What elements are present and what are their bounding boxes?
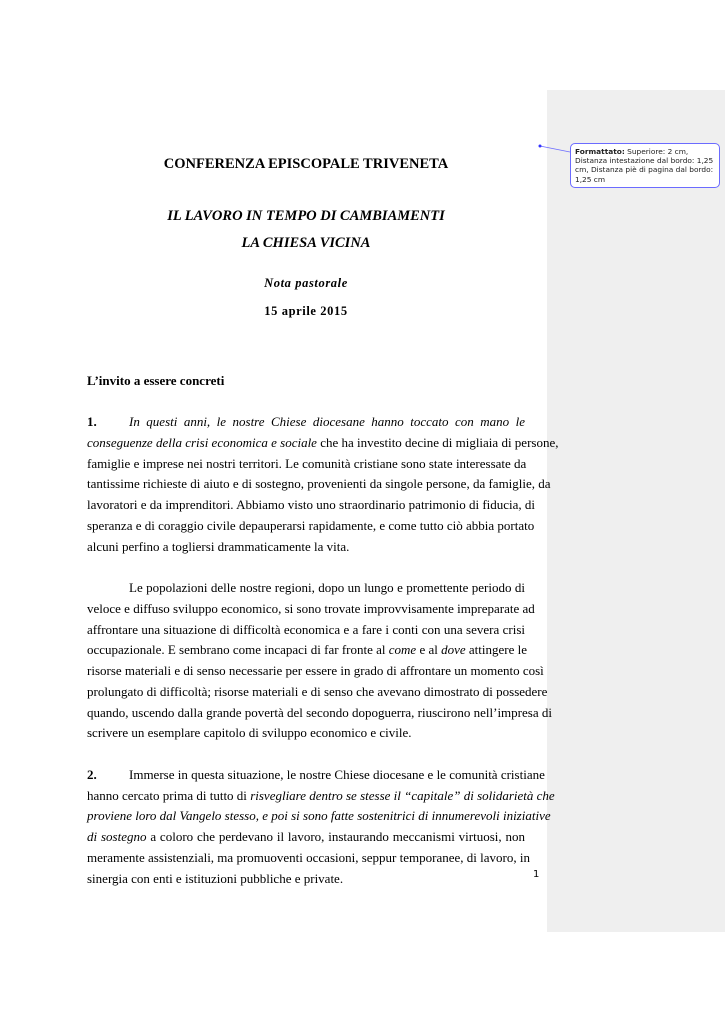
paragraph	[87, 412, 559, 557]
text-line	[87, 765, 545, 786]
format-comment-balloon[interactable]	[570, 143, 720, 188]
italic-text: risvegliare dentro se stesse il “capitale” di solidarietà che	[250, 787, 555, 803]
text-run: hanno cercato prima di tutto di	[87, 787, 251, 803]
paragraph	[87, 578, 552, 744]
text-line	[87, 433, 559, 454]
text-run: e al	[416, 642, 442, 658]
text-line	[87, 723, 525, 744]
italic-text: In questi anni, le nostre Chiese diocesane hanno toccato con mano le	[129, 414, 525, 429]
text-run: prolungato di difficoltà; risorse materiali e di senso che avevano dimostrato di possedere	[87, 683, 548, 699]
text-line	[87, 620, 525, 641]
text-run: lavoratori e da imprenditori. Abbiamo visto uno straordinario patrimonio di fiducia, di	[87, 497, 536, 512]
text-line	[87, 827, 525, 848]
text-run: che ha investito decine di migliaia di persone,	[316, 434, 559, 450]
paragraph	[87, 765, 555, 890]
text-line	[87, 454, 525, 475]
text-run: sinergia con enti e istituzioni pubbliche e private.	[87, 870, 344, 886]
text-line	[87, 806, 551, 827]
document-subtitle: Nota pastorale	[264, 276, 348, 290]
text-line	[87, 682, 548, 703]
text-run: meramente assistenziali, ma promuoventi occasioni, seppur temporanee, di lavoro, in	[87, 849, 530, 865]
italic-text: di sostegno	[87, 829, 147, 844]
text-run: a coloro che perdevano il lavoro, instaurando meccanismi virtuosi, non	[146, 829, 525, 844]
comment-margin-pane	[547, 90, 725, 932]
italic-text: proviene loro dal Vangelo stesso, e poi si sono fatte sostenitrici di innumerevoli iniziative	[87, 808, 551, 824]
italic-text: dove	[441, 642, 466, 658]
text-line	[87, 412, 525, 433]
text-line	[87, 640, 525, 661]
text-run: tantissime richieste di aiuto e di sostegno, provenienti da singole persone, da famiglie, da	[87, 476, 551, 492]
text-line	[87, 848, 530, 869]
text-run: occupazionale. E sembrano come incapaci di far fronte al	[87, 642, 389, 658]
document-body	[87, 412, 559, 910]
text-line	[87, 703, 552, 724]
text-run: famiglie e imprese nei nostri territori. Le comunità cristiane sono state interessate da	[87, 455, 527, 471]
text-run: attingere le	[465, 642, 527, 658]
paragraph-number: 1.	[87, 414, 97, 429]
paragraph-number: 2.	[87, 766, 97, 782]
italic-text: come	[388, 642, 417, 658]
text-run: speranza e di coraggio civile depauperarsi rapidamente, e come tutto ciò abbia portato	[87, 517, 535, 533]
text-line	[87, 599, 535, 620]
document-date: 15 aprile 2015	[264, 304, 348, 318]
text-run: scrivere un esemplare capitolo di sviluppo economico e civile.	[87, 725, 412, 741]
text-run: Le popolazioni delle nostre regioni, dopo un lungo e promettente periodo di	[129, 580, 525, 595]
document-title-line2: LA CHIESA VICINA	[241, 235, 371, 251]
text-run: Immerse in questa situazione, le nostre Chiese diocesane e le comunità cristiane	[129, 766, 545, 782]
text-line	[87, 516, 535, 537]
document-title-line1: IL LAVORO IN TEMPO DI CAMBIAMENTI	[167, 208, 445, 224]
text-line	[87, 578, 525, 599]
text-run: alcuni perfino a togliersi drammaticamente la vita.	[87, 538, 350, 554]
text-line	[87, 661, 544, 682]
section-heading: L’invito a essere concreti	[87, 373, 225, 388]
organization-heading: CONFERENZA EPISCOPALE TRIVENETA	[163, 156, 449, 172]
page-number: 1	[533, 869, 540, 880]
italic-text: conseguenze della crisi economica e sociale	[87, 434, 317, 450]
text-line	[87, 786, 555, 807]
comment-label: Formattato:	[575, 147, 625, 156]
text-line	[87, 495, 536, 516]
text-line	[87, 537, 525, 558]
text-run: quando, uscendo dalla grande povertà del secondo dopoguerra, riuscirono nell’impresa di	[87, 704, 552, 720]
text-line	[87, 474, 551, 495]
comment-text: Superiore: 2 cm, Distanza intestazione dal bordo: 1,25 cm, Distanza piè di pagina dal bordo: 1,25 cm	[575, 147, 714, 184]
text-run: veloce e diffuso sviluppo economico, si sono trovate improvvisamente impreparate ad	[87, 600, 535, 616]
text-line	[87, 869, 525, 890]
text-run: risorse materiali e di senso necessarie per essere in grado di affrontare un momento così	[87, 663, 544, 678]
text-run: affrontare una situazione di difficoltà economica e a fare i conti con una severa crisi	[87, 621, 525, 637]
